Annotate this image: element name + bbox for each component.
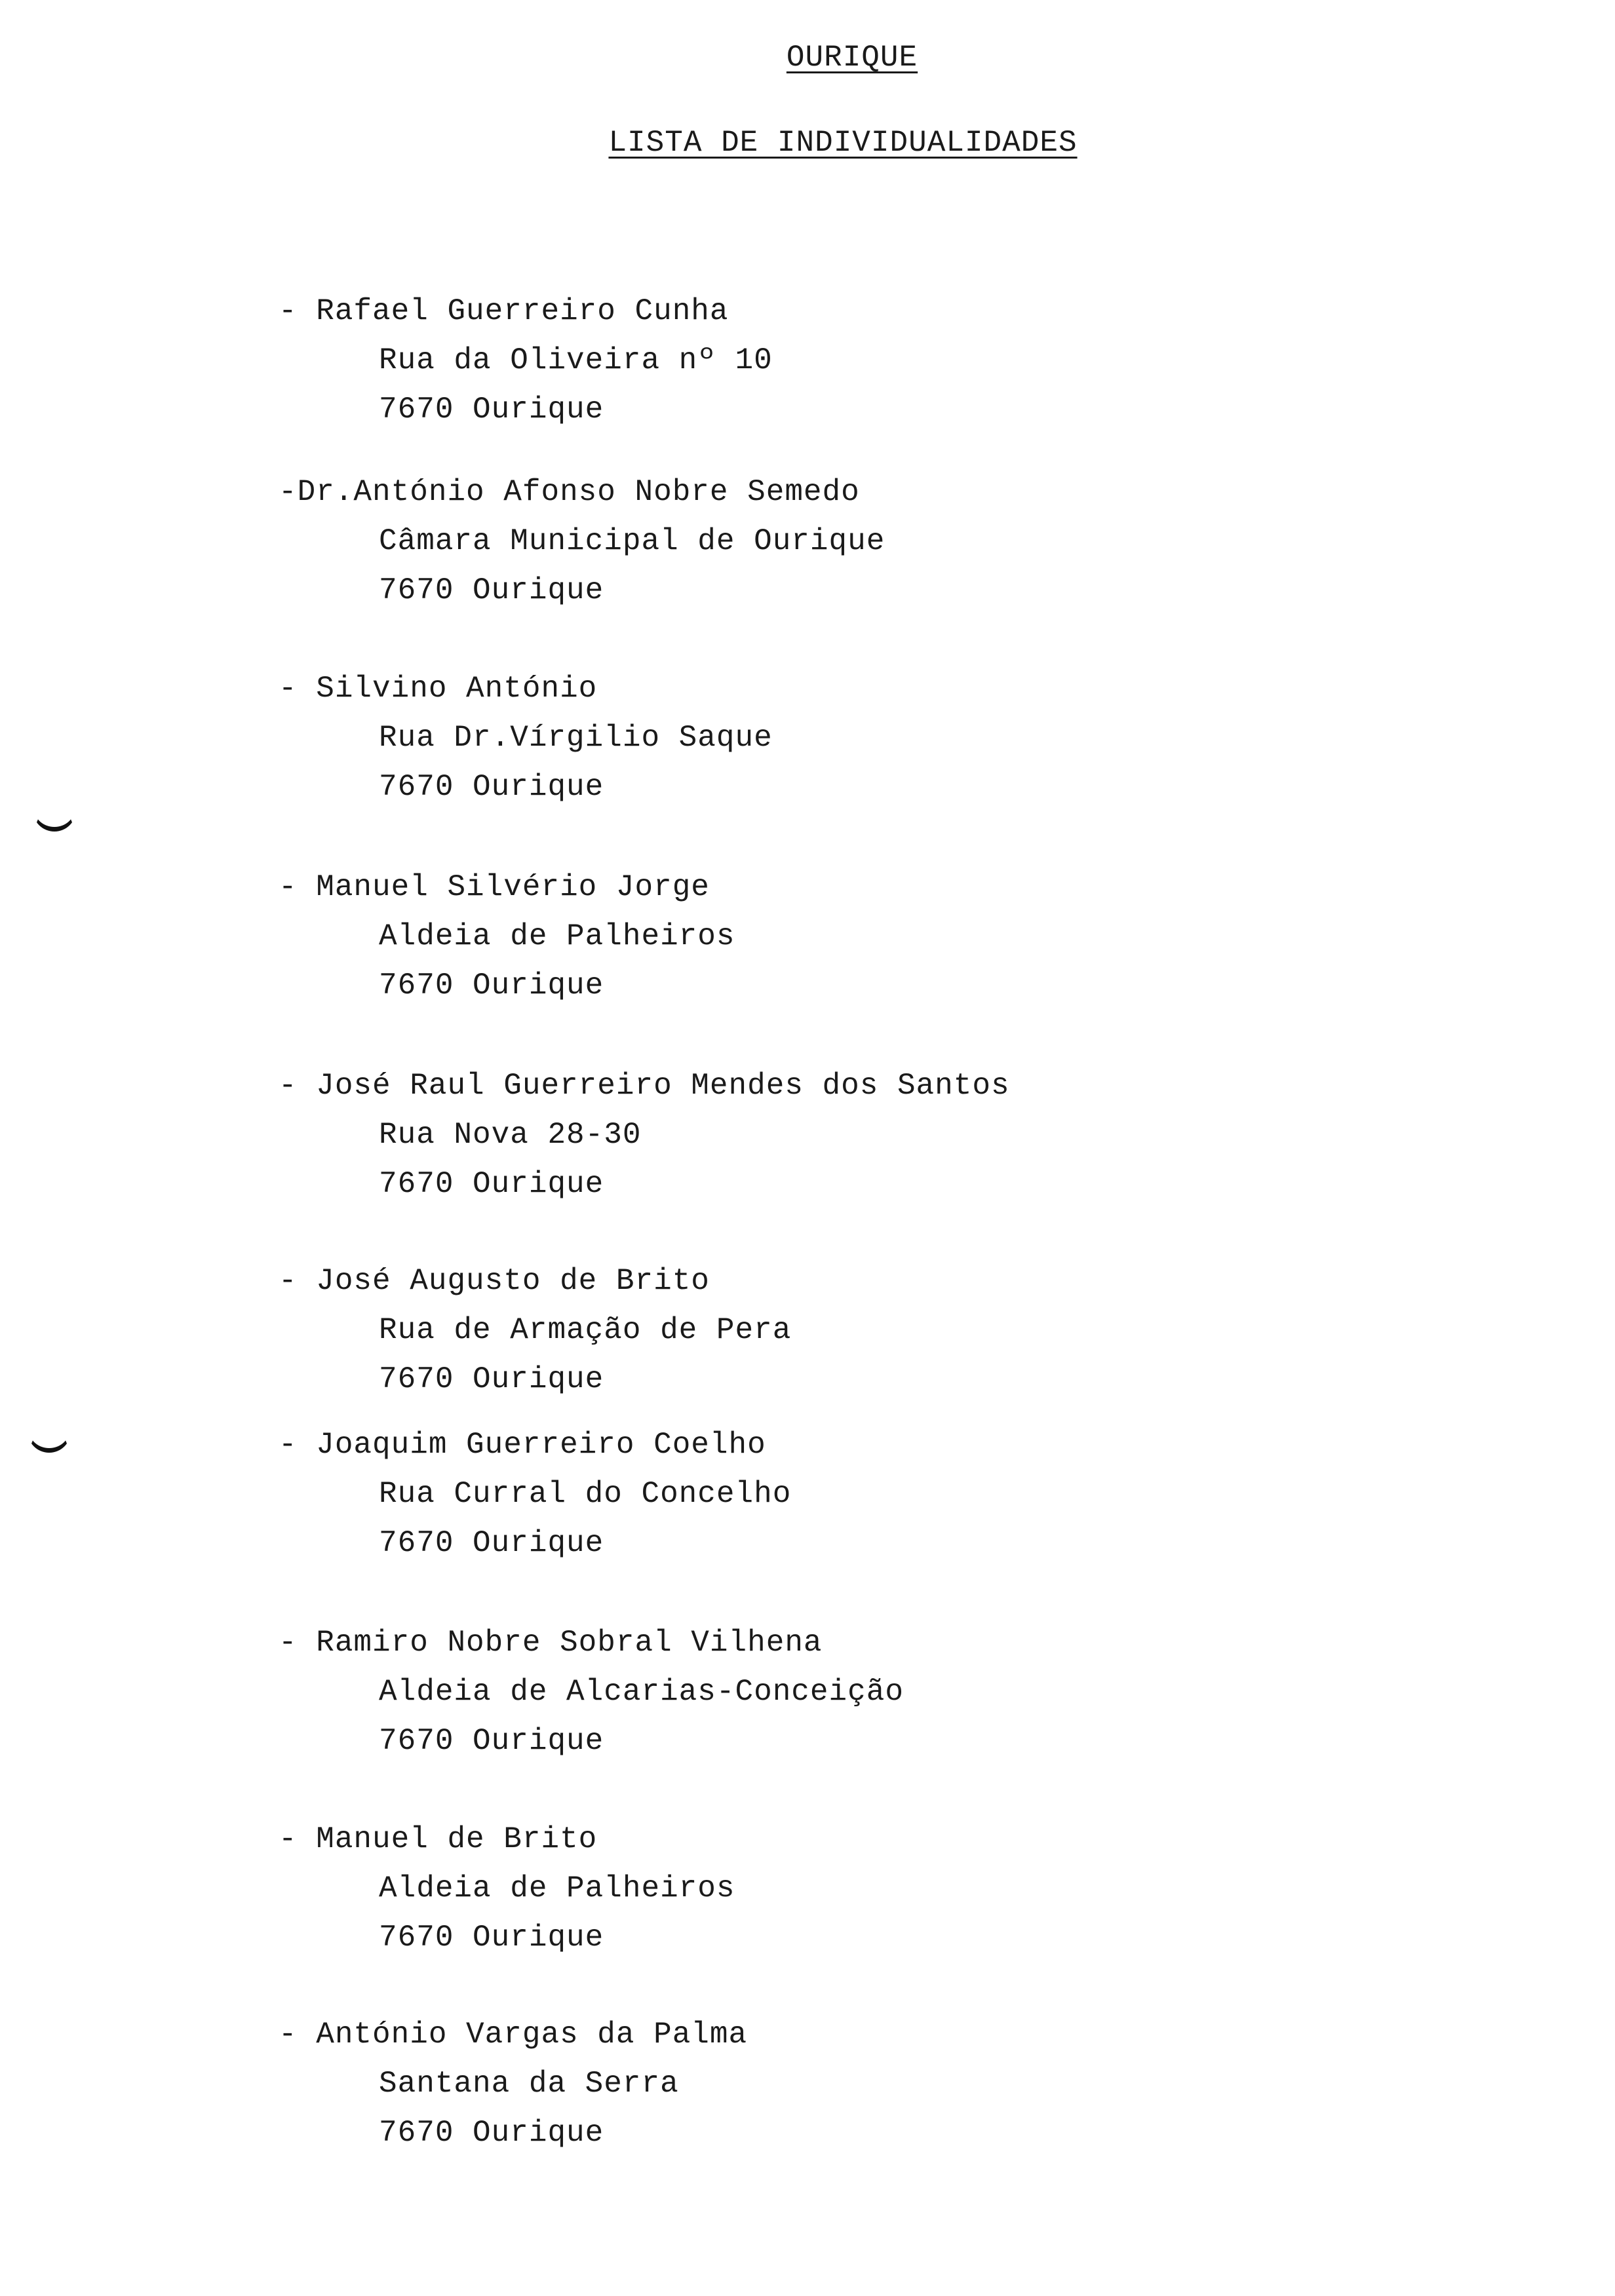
list-item (0, 287, 1615, 434)
entry-address: Rua Curral do Concelho (379, 1477, 792, 1511)
entry-address: Rua de Armação de Pera (379, 1313, 792, 1347)
entry-name: - Manuel de Brito (279, 1822, 598, 1856)
entry-city: 7670 Ourique (379, 573, 604, 607)
entry-city: 7670 Ourique (379, 1526, 604, 1560)
entry-address: Aldeia de Palheiros (379, 1871, 735, 1905)
entry-address: Rua da Oliveira nº 10 (379, 343, 773, 377)
entry-name: - Rafael Guerreiro Cunha (279, 294, 729, 328)
entry-name: - Manuel Silvério Jorge (279, 870, 710, 904)
entry-name: - António Vargas da Palma (279, 2018, 748, 2052)
entry-name: - Ramiro Nobre Sobral Vilhena (279, 1626, 823, 1660)
entry-name: - Silvino António (279, 672, 598, 706)
page-title: OURIQUE (786, 41, 918, 75)
list-item (0, 1618, 1615, 1766)
entry-address: Aldeia de Palheiros (379, 919, 735, 953)
list-item (0, 1062, 1615, 1209)
list-item (0, 1257, 1615, 1404)
list-item (0, 1421, 1615, 1568)
page-subtitle: LISTA DE INDIVIDUALIDADES (608, 126, 1078, 160)
entry-city: 7670 Ourique (379, 2116, 604, 2150)
entry-address: Aldeia de Alcarias-Conceição (379, 1675, 904, 1709)
entry-address: Câmara Municipal de Ourique (379, 524, 885, 558)
entry-name: - José Augusto de Brito (279, 1264, 710, 1298)
list-item (0, 2010, 1615, 2158)
entry-city: 7670 Ourique (379, 1362, 604, 1396)
entry-name: - Joaquim Guerreiro Coelho (279, 1428, 766, 1462)
entry-city: 7670 Ourique (379, 770, 604, 804)
entry-name: - José Raul Guerreiro Mendes dos Santos (279, 1069, 1010, 1103)
entry-address: Rua Dr.Vírgilio Saque (379, 721, 773, 755)
list-item (0, 664, 1615, 812)
list-item (0, 863, 1615, 1010)
entry-city: 7670 Ourique (379, 1921, 604, 1955)
entry-city: 7670 Ourique (379, 1724, 604, 1758)
entry-name: -Dr.António Afonso Nobre Semedo (279, 475, 860, 509)
entry-city: 7670 Ourique (379, 392, 604, 427)
entry-city: 7670 Ourique (379, 968, 604, 1003)
entry-address: Rua Nova 28-30 (379, 1118, 642, 1152)
list-item (0, 468, 1615, 615)
entry-city: 7670 Ourique (379, 1167, 604, 1201)
entry-address: Santana da Serra (379, 2067, 679, 2101)
list-item (0, 1815, 1615, 1962)
